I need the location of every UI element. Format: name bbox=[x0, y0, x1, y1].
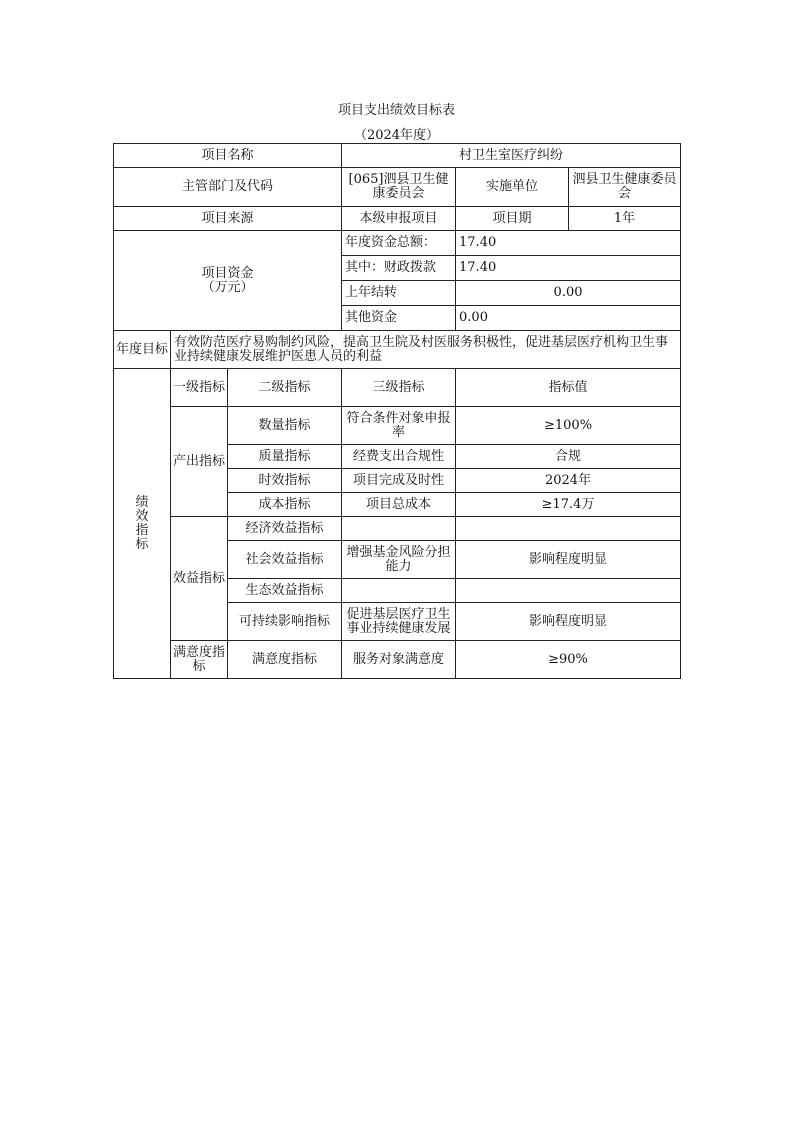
table-row bbox=[114, 517, 681, 541]
value-cell: 2024年 bbox=[456, 469, 681, 493]
project-period-value: 1年 bbox=[569, 207, 681, 231]
value-cell bbox=[456, 579, 681, 603]
project-name-label: 项目名称 bbox=[114, 144, 342, 168]
level3-cell: 促进基层医疗卫生事业持续健康发展 bbox=[342, 603, 456, 641]
total-funds-value: 17.40 bbox=[456, 231, 681, 256]
project-period-label: 项目期 bbox=[456, 207, 569, 231]
row-indicator-header bbox=[114, 369, 681, 407]
table-row bbox=[114, 641, 681, 679]
annual-goal-label: 年度目标 bbox=[114, 331, 171, 369]
funds-unit-text: （万元） bbox=[201, 279, 254, 295]
level3-cell: 经费支出合规性 bbox=[342, 445, 456, 469]
project-funds-label bbox=[114, 231, 342, 331]
value-cell: 影响程度明显 bbox=[456, 541, 681, 579]
level3-cell bbox=[342, 579, 456, 603]
implementing-unit-value: 泗县卫生健康委员会 bbox=[569, 168, 681, 207]
project-name-value: 村卫生室医疗纠纷 bbox=[342, 144, 681, 168]
header-level1: 一级指标 bbox=[171, 369, 228, 407]
level2-cell: 生态效益指标 bbox=[228, 579, 342, 603]
project-source-value: 本级申报项目 bbox=[342, 207, 456, 231]
department-label: 主管部门及代码 bbox=[114, 168, 342, 207]
project-source-label: 项目来源 bbox=[114, 207, 342, 231]
value-cell: 影响程度明显 bbox=[456, 603, 681, 641]
value-cell: ≥17.4万 bbox=[456, 493, 681, 517]
level3-cell: 服务对象满意度 bbox=[342, 641, 456, 679]
level2-cell: 数量指标 bbox=[228, 407, 342, 445]
value-cell: ≥100% bbox=[456, 407, 681, 445]
level2-cell: 社会效益指标 bbox=[228, 541, 342, 579]
row-annual-goal bbox=[114, 331, 681, 369]
funds-label-text: 项目资金 bbox=[201, 265, 254, 281]
table-row bbox=[114, 407, 681, 445]
level2-cell: 经济效益指标 bbox=[228, 517, 342, 541]
header-level2: 二级指标 bbox=[228, 369, 342, 407]
document-title: 项目支出绩效目标表 bbox=[337, 103, 455, 118]
level3-cell bbox=[342, 517, 456, 541]
level3-cell: 增强基金风险分担能力 bbox=[342, 541, 456, 579]
carryover-funds-label: 上年结转 bbox=[342, 281, 456, 306]
row-project-name bbox=[114, 144, 681, 168]
row-department bbox=[114, 168, 681, 207]
annual-goal-text: 有效防范医疗易购制约风险，提高卫生院及村医服务积极性，促进基层医疗机构卫生事业持续健康发展维护医患人员的利益 bbox=[171, 331, 681, 369]
level3-cell: 项目完成及时性 bbox=[342, 469, 456, 493]
row-funds-total bbox=[114, 231, 681, 256]
fiscal-funds-value: 17.40 bbox=[456, 256, 681, 281]
level2-cell: 满意度指标 bbox=[228, 641, 342, 679]
level2-cell: 成本指标 bbox=[228, 493, 342, 517]
level2-cell: 时效指标 bbox=[228, 469, 342, 493]
department-value: [065]泗县卫生健康委员会 bbox=[342, 168, 456, 207]
row-source bbox=[114, 207, 681, 231]
level3-cell: 项目总成本 bbox=[342, 493, 456, 517]
implementing-unit-label: 实施单位 bbox=[456, 168, 569, 207]
carryover-funds-value: 0.00 bbox=[456, 281, 681, 306]
benefit-indicators-label: 效益指标 bbox=[171, 517, 228, 641]
value-cell bbox=[456, 517, 681, 541]
value-cell: 合规 bbox=[456, 445, 681, 469]
value-cell: ≥90% bbox=[456, 641, 681, 679]
other-funds-value: 0.00 bbox=[456, 306, 681, 331]
header-value: 指标值 bbox=[456, 369, 681, 407]
total-funds-label: 年度资金总额： bbox=[342, 231, 456, 256]
performance-indicators-label: 绩效指标 bbox=[114, 369, 171, 679]
level2-cell: 质量指标 bbox=[228, 445, 342, 469]
level3-cell: 符合条件对象申报率 bbox=[342, 407, 456, 445]
fiscal-funds-label: 其中：财政拨款 bbox=[342, 256, 456, 281]
satisfaction-indicators-label: 满意度指标 bbox=[171, 641, 228, 679]
header-level3: 三级指标 bbox=[342, 369, 456, 407]
document-year: （2024年度） bbox=[353, 128, 440, 143]
performance-table bbox=[113, 143, 681, 679]
level2-cell: 可持续影响指标 bbox=[228, 603, 342, 641]
other-funds-label: 其他资金 bbox=[342, 306, 456, 331]
output-indicators-label: 产出指标 bbox=[171, 407, 228, 517]
